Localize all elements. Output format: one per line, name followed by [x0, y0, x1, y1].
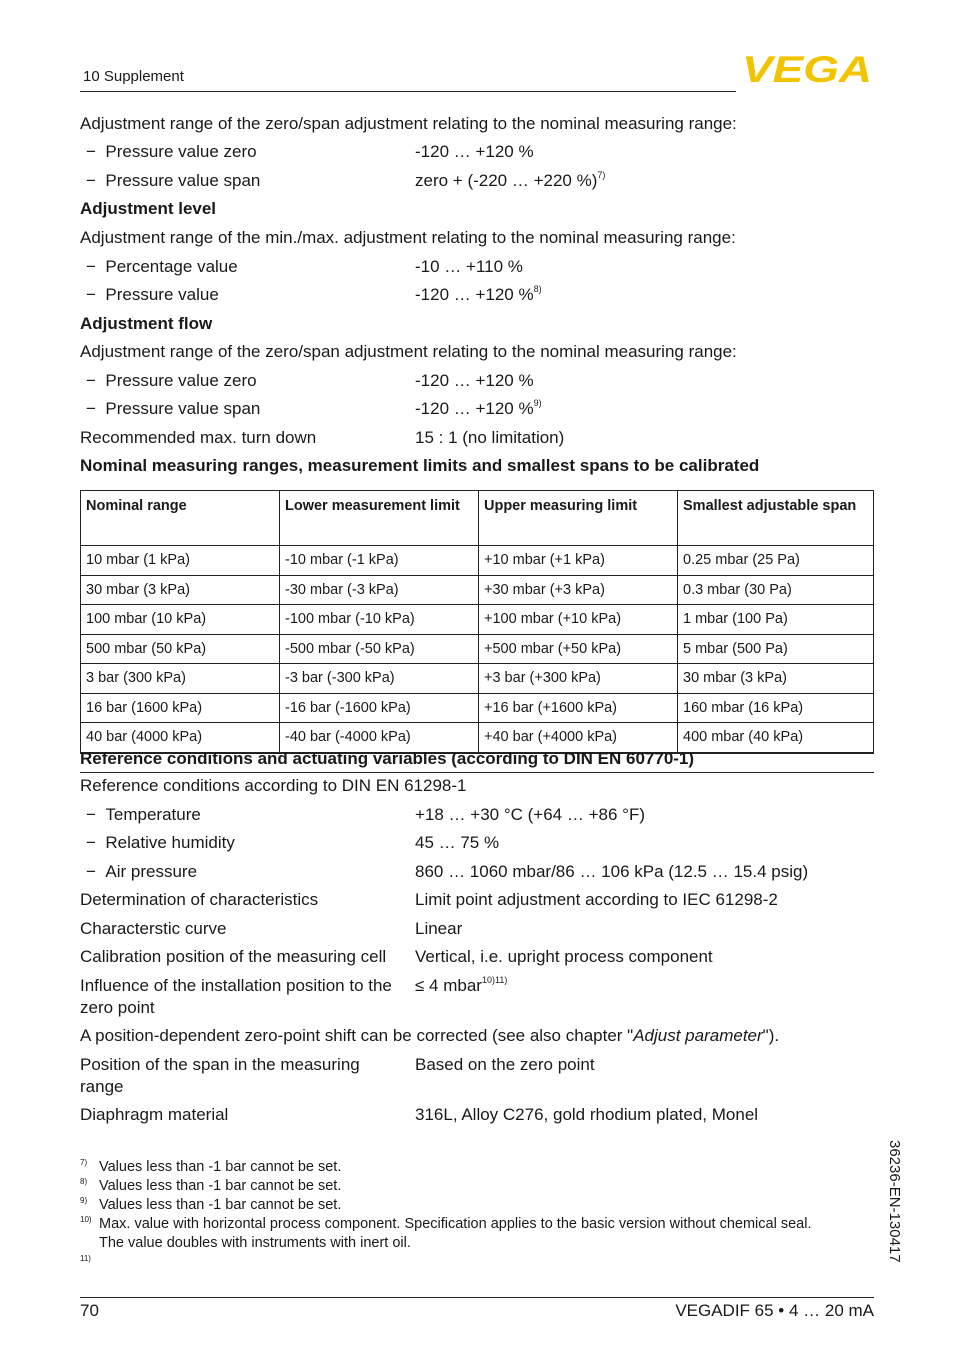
table-cell: 40 bar (4000 kPa)	[81, 723, 280, 753]
calibration-value: Vertical, i.e. upright process component	[415, 947, 713, 966]
table-cell: 5 mbar (500 Pa)	[678, 634, 874, 664]
footnote-text: Max. value with horizontal process component. Specification applies to the basic version without chemical seal.	[99, 1216, 812, 1232]
influence-value: ≤ 4 mbar$^{10)11)}$	[415, 975, 508, 995]
curve-label: Characterstic curve	[80, 919, 227, 938]
list-item: − Pressure value zero	[86, 371, 257, 390]
determination-value: Limit point adjustment according to IEC 61298-2	[415, 890, 778, 909]
list-value: zero + (-220 … +220 %)$^{7)}$	[415, 170, 606, 190]
ranges-table	[80, 490, 874, 754]
table-cell: 10 mbar (1 kPa)	[81, 546, 280, 576]
table-cell: -10 mbar (-1 kPa)	[280, 546, 479, 576]
table-cell: -100 mbar (-10 kPa)	[280, 605, 479, 635]
list-item: − Temperature	[86, 805, 201, 824]
table-row	[81, 723, 874, 753]
list-item: − Pressure value span	[86, 399, 261, 418]
table-cell: -500 mbar (-50 kPa)	[280, 634, 479, 664]
table-row	[81, 546, 874, 576]
footnote-number: 8)	[80, 1177, 88, 1186]
table-cell: +10 mbar (+1 kPa)	[479, 546, 678, 576]
footnote-ref: 9)	[533, 398, 542, 408]
document-id: 36236-EN-130417	[886, 1140, 903, 1263]
table-header-row	[81, 491, 874, 546]
table-cell: -16 bar (-1600 kPa)	[280, 693, 479, 723]
table-cell: -40 bar (-4000 kPa)	[280, 723, 479, 753]
turn-down-label: Recommended max. turn down	[80, 428, 317, 447]
list-value: 860 … 1060 mbar/86 … 106 kPa (12.5 … 15.4 psig)	[415, 862, 809, 881]
footnote-number: 10)	[80, 1215, 92, 1224]
span-position-value: Based on the zero point	[415, 1055, 595, 1074]
footnote-text: Values less than -1 bar cannot be set.	[99, 1159, 342, 1175]
heading-adjustment-level: Adjustment level	[80, 199, 217, 218]
footnote-text-cont: The value doubles with instruments with inert oil.	[99, 1235, 411, 1251]
heading-adjustment-flow: Adjustment flow	[80, 314, 213, 333]
table-row	[81, 605, 874, 635]
span-position-label: Position of the span in the measuring	[80, 1055, 360, 1074]
table-cell: +100 mbar (+10 kPa)	[479, 605, 678, 635]
table-cell: -30 mbar (-3 kPa)	[280, 575, 479, 605]
footnote-number: 7)	[80, 1158, 88, 1167]
calibration-label: Calibration position of the measuring cell	[80, 947, 387, 966]
footnote-ref: 7)	[597, 170, 606, 180]
heading-reference: Reference conditions and actuating variables (according to DIN EN 60770-1)	[80, 749, 695, 768]
list-value: -120 … +120 %	[415, 142, 534, 161]
table-cell: +500 mbar (+50 kPa)	[479, 634, 678, 664]
list-item: − Relative humidity	[86, 833, 235, 852]
list-value: -10 … +110 %	[415, 257, 523, 276]
header-divider	[80, 91, 736, 92]
influence-label: Influence of the installation position to the	[80, 976, 392, 995]
heading-ranges: Nominal measuring ranges, measurement limits and smallest spans to be calibrated	[80, 456, 760, 475]
table-row	[81, 664, 874, 694]
table-cell: +40 bar (+4000 kPa)	[479, 723, 678, 753]
footnote-number: 9)	[80, 1196, 88, 1205]
table-cell: 30 mbar (3 kPa)	[678, 664, 874, 694]
chapter-reference: Adjust parameter	[633, 1026, 763, 1045]
column-header: Nominal range	[81, 491, 280, 546]
footnote-text: Values less than -1 bar cannot be set.	[99, 1197, 342, 1213]
table-cell: 3 bar (300 kPa)	[81, 664, 280, 694]
table-cell: -3 bar (-300 kPa)	[280, 664, 479, 694]
column-header: Smallest adjustable span	[678, 491, 874, 546]
table-cell: 100 mbar (10 kPa)	[81, 605, 280, 635]
turn-down-value: 15 : 1 (no limitation)	[415, 428, 565, 447]
section-header: 10 Supplement	[83, 68, 184, 85]
list-value: +18 … +30 °C (+64 … +86 °F)	[415, 805, 645, 824]
table-cell: +16 bar (+1600 kPa)	[479, 693, 678, 723]
list-item: − Air pressure	[86, 862, 198, 881]
adjustment-level-intro: Adjustment range of the min./max. adjustment relating to the nominal measuring range:	[80, 228, 736, 247]
table-cell: 16 bar (1600 kPa)	[81, 693, 280, 723]
list-item: − Pressure value	[86, 285, 219, 304]
table-cell: 400 mbar (40 kPa)	[678, 723, 874, 753]
span-position-label-cont: range	[80, 1077, 124, 1096]
influence-label-cont: zero point	[80, 998, 155, 1017]
table-row	[81, 693, 874, 723]
list-item: − Percentage value	[86, 257, 238, 276]
page-number: 70	[80, 1301, 99, 1320]
adjustment-flow-intro: Adjustment range of the zero/span adjustment relating to the nominal measuring range:	[80, 342, 737, 361]
table-cell: 30 mbar (3 kPa)	[81, 575, 280, 605]
footnote-text: Values less than -1 bar cannot be set.	[99, 1178, 342, 1194]
list-value: -120 … +120 %$^{8)}$	[415, 284, 542, 304]
table-cell: 0.3 mbar (30 Pa)	[678, 575, 874, 605]
table-cell: 160 mbar (16 kPa)	[678, 693, 874, 723]
table-cell: +3 bar (+300 kPa)	[479, 664, 678, 694]
shift-note: A position-dependent zero-point shift can be corrected (see also chapter "Adjust parameter").	[80, 1026, 780, 1045]
column-header: Lower measurement limit	[280, 491, 479, 546]
diaphragm-label: Diaphragm material	[80, 1105, 229, 1124]
list-value: -120 … +120 %	[415, 371, 534, 390]
list-value: -120 … +120 %$^{9)}$	[415, 398, 542, 418]
table-cell: +30 mbar (+3 kPa)	[479, 575, 678, 605]
heading-underline	[80, 772, 874, 773]
table-row	[81, 634, 874, 664]
table-row	[81, 575, 874, 605]
diaphragm-value: 316L, Alloy C276, gold rhodium plated, Monel	[415, 1105, 759, 1124]
list-item: − Pressure value span	[86, 171, 261, 190]
curve-value: Linear	[415, 919, 463, 938]
vega-logo	[742, 52, 874, 84]
footnote-ref: 10)11)	[481, 975, 508, 985]
footer-divider	[80, 1297, 874, 1298]
table-cell: 500 mbar (50 kPa)	[81, 634, 280, 664]
footnote-number: 11)	[80, 1254, 91, 1263]
zero-span-intro: Adjustment range of the zero/span adjustment relating to the nominal measuring range:	[80, 114, 737, 133]
footnote-ref: 8)	[533, 284, 542, 294]
reference-intro: Reference conditions according to DIN EN 61298-1	[80, 776, 467, 795]
logo-text: VEGA	[742, 52, 872, 84]
list-value: 45 … 75 %	[415, 833, 500, 852]
product-name: VEGADIF 65 • 4 … 20 mA	[675, 1301, 874, 1320]
table-cell: 1 mbar (100 Pa)	[678, 605, 874, 635]
list-item: − Pressure value zero	[86, 142, 257, 161]
table-cell: 0.25 mbar (25 Pa)	[678, 546, 874, 576]
column-header: Upper measuring limit	[479, 491, 678, 546]
determination-label: Determination of characteristics	[80, 890, 319, 909]
